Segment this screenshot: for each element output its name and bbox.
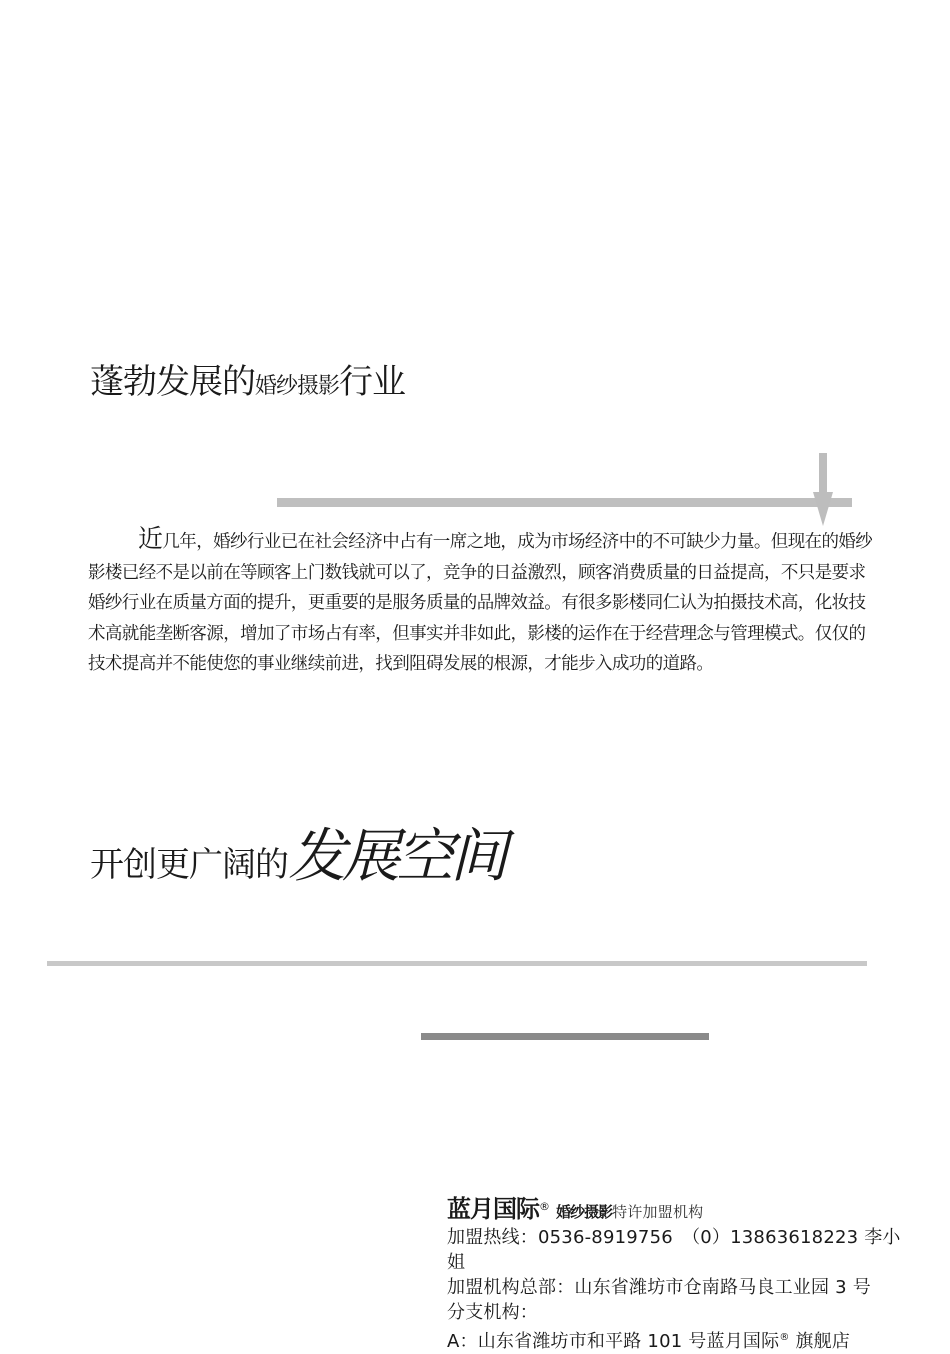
branch-a-suffix: 旗舰店 [789, 1331, 851, 1352]
body-paragraph [88, 524, 878, 680]
arrow-down-icon [813, 492, 833, 526]
horizontal-rule-middle [47, 961, 867, 966]
branch-a-prefix: A：山东省潍坊市和平路 101 号蓝月国际 [447, 1331, 780, 1352]
horizontal-rule-top [277, 498, 852, 507]
branch-a-registered-mark: ® [779, 1332, 790, 1343]
brand-line [447, 1194, 917, 1225]
branch-a-address [447, 1325, 917, 1354]
section-heading-industry [90, 360, 405, 409]
branch-label: 分支机构： [447, 1302, 538, 1323]
brand-tag: 婚纱摄影 [556, 1203, 613, 1221]
paragraph-lead-char: 近 [138, 524, 163, 553]
paragraph-text: 几年，婚纱行业已在社会经济中占有一席之地，成为市场经济中的不可缺少力量。但现在的婚纱影楼已经不是以前在等顾客上门数钱就可以了，竞争的日益激烈，顾客消费质量的日益提高，不只是要求婚纱行业在质量方面的提升，更重要的是服务质量的品牌效益。有很多影楼同仁认为拍摄技术高，化妆技术高就能垄断客源，增加了市场占有率，但事实并非如此，影楼的运作在于经营理念与管理模式。仅仅的技术提高并不能使您的事业继续前进，找到阻碍发展的根源，才能步入成功的道路。 [88, 532, 873, 674]
heading2-plain: 开创更广阔的 [90, 845, 288, 885]
contact-block [447, 1194, 917, 1354]
headquarters-address: 加盟机构总部：山东省潍坊市仓南路马良工业园 3 号 [447, 1277, 871, 1298]
heading2-italic: 发展空间 [288, 822, 505, 890]
section-heading-space [90, 818, 504, 909]
heading-part-1: 蓬勃发展的 [90, 362, 255, 402]
brand-subtitle: 特许加盟机构 [612, 1203, 704, 1221]
heading-part-3: 行业 [339, 362, 406, 402]
registered-mark: ® [539, 1200, 551, 1213]
horizontal-rule-dark [421, 1033, 709, 1040]
hotline-text: 加盟热线：0536-8919756 （0）13863618223 李小姐 [447, 1227, 901, 1273]
heading-part-2: 婚纱摄影 [255, 374, 340, 399]
brand-name: 蓝月国际 [447, 1195, 539, 1223]
